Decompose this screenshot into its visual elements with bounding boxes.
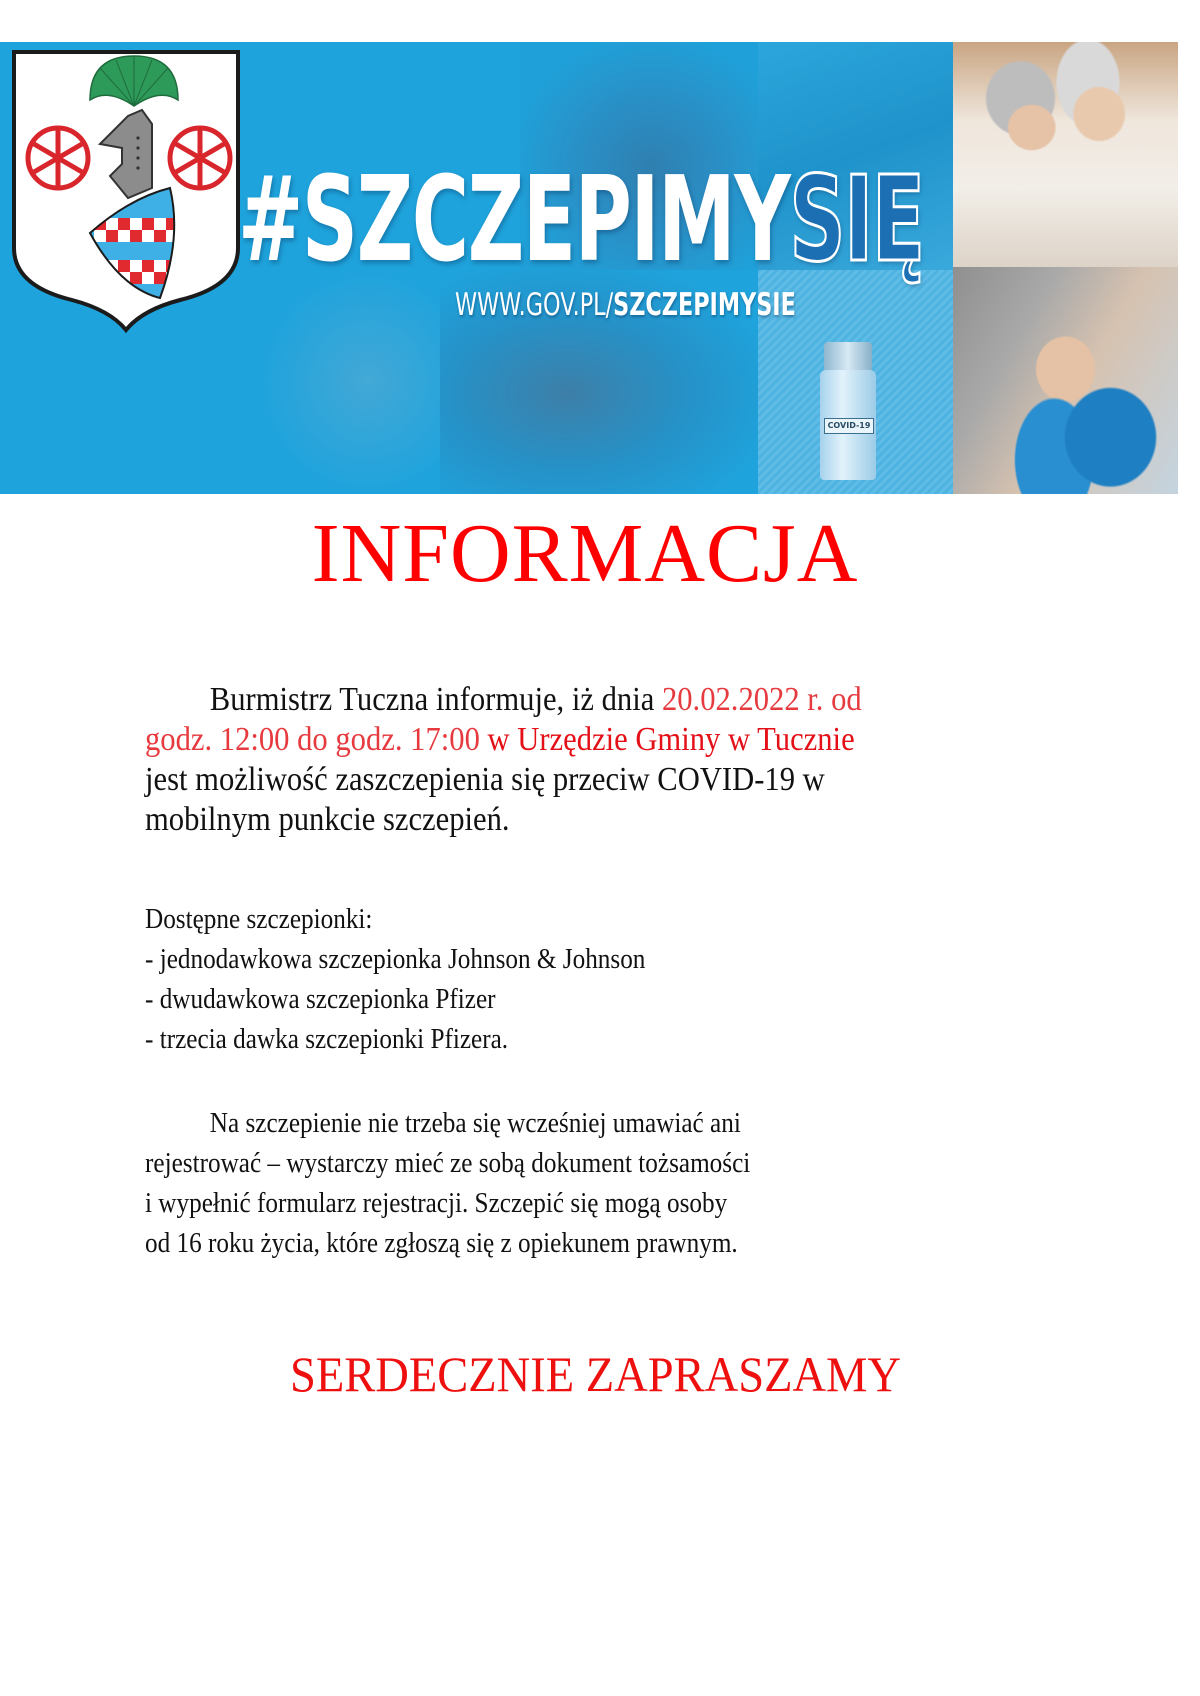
hashtag-accent: SIĘ <box>789 150 924 288</box>
notes-line: od 16 roku życia, które zgłoszą się z opiekunem prawnym. <box>145 1228 738 1259</box>
intro-line-4: mobilnym punkcie szczepień. <box>145 801 510 838</box>
campaign-url <box>455 288 796 322</box>
vaccines-heading: Dostępne szczepionki: <box>145 904 373 935</box>
notes-line: i wypełnić formularz rejestracji. Szczepić się mogą osoby <box>145 1188 728 1219</box>
elderly-couple-photo <box>953 42 1178 267</box>
intro-line-1 <box>145 680 1045 720</box>
person-photo-tile <box>260 270 440 494</box>
vaccines-list <box>145 900 1145 1060</box>
coat-of-arms-icon <box>10 48 242 334</box>
intro-line-2 <box>145 720 1045 760</box>
campaign-banner <box>0 42 1188 494</box>
closing-text: SERDECZNIE ZAPRASZAMY <box>289 1346 901 1402</box>
list-item: - trzecia dawka szczepionki Pfizera. <box>145 1024 509 1055</box>
closing-invitation <box>0 1344 1190 1404</box>
intro-paragraph <box>145 680 1145 840</box>
banner-edge <box>1178 42 1188 494</box>
event-hours: godz. 12:00 do godz. 17:00 <box>145 721 488 758</box>
campaign-hashtag <box>238 150 924 288</box>
vial-cap-shape <box>824 342 872 372</box>
list-item: - dwudawkowa szczepionka Pfizer <box>145 984 496 1015</box>
notes-line: Na szczepienie nie trzeba się wcześniej umawiać ani <box>209 1108 741 1139</box>
url-suffix: SZCZEPIMYSIE <box>613 287 796 323</box>
intro-text: Burmistrz Tuczna informuje, iż dnia <box>209 681 662 718</box>
vial-label: COVID-19 <box>824 418 874 434</box>
notes-line: rejestrować – wystarczy mieć ze sobą dokument tożsamości <box>145 1148 751 1179</box>
list-item: - jednodawkowa szczepionka Johnson & Johnson <box>145 944 646 975</box>
intro-line-3: jest możliwość zaszczepienia się przeciw COVID-19 w <box>145 761 825 798</box>
hashtag-main: #SZCZEPIMY <box>238 150 790 288</box>
event-date: 20.02.2022 r. od <box>661 681 862 718</box>
url-prefix: WWW.GOV.PL/ <box>455 287 614 323</box>
vaccination-photo <box>953 267 1178 494</box>
notes-paragraph <box>145 1104 1145 1264</box>
document-title: INFORMACJA <box>311 507 859 600</box>
event-location: w Urzędzie Gminy w Tucznie <box>487 721 855 758</box>
